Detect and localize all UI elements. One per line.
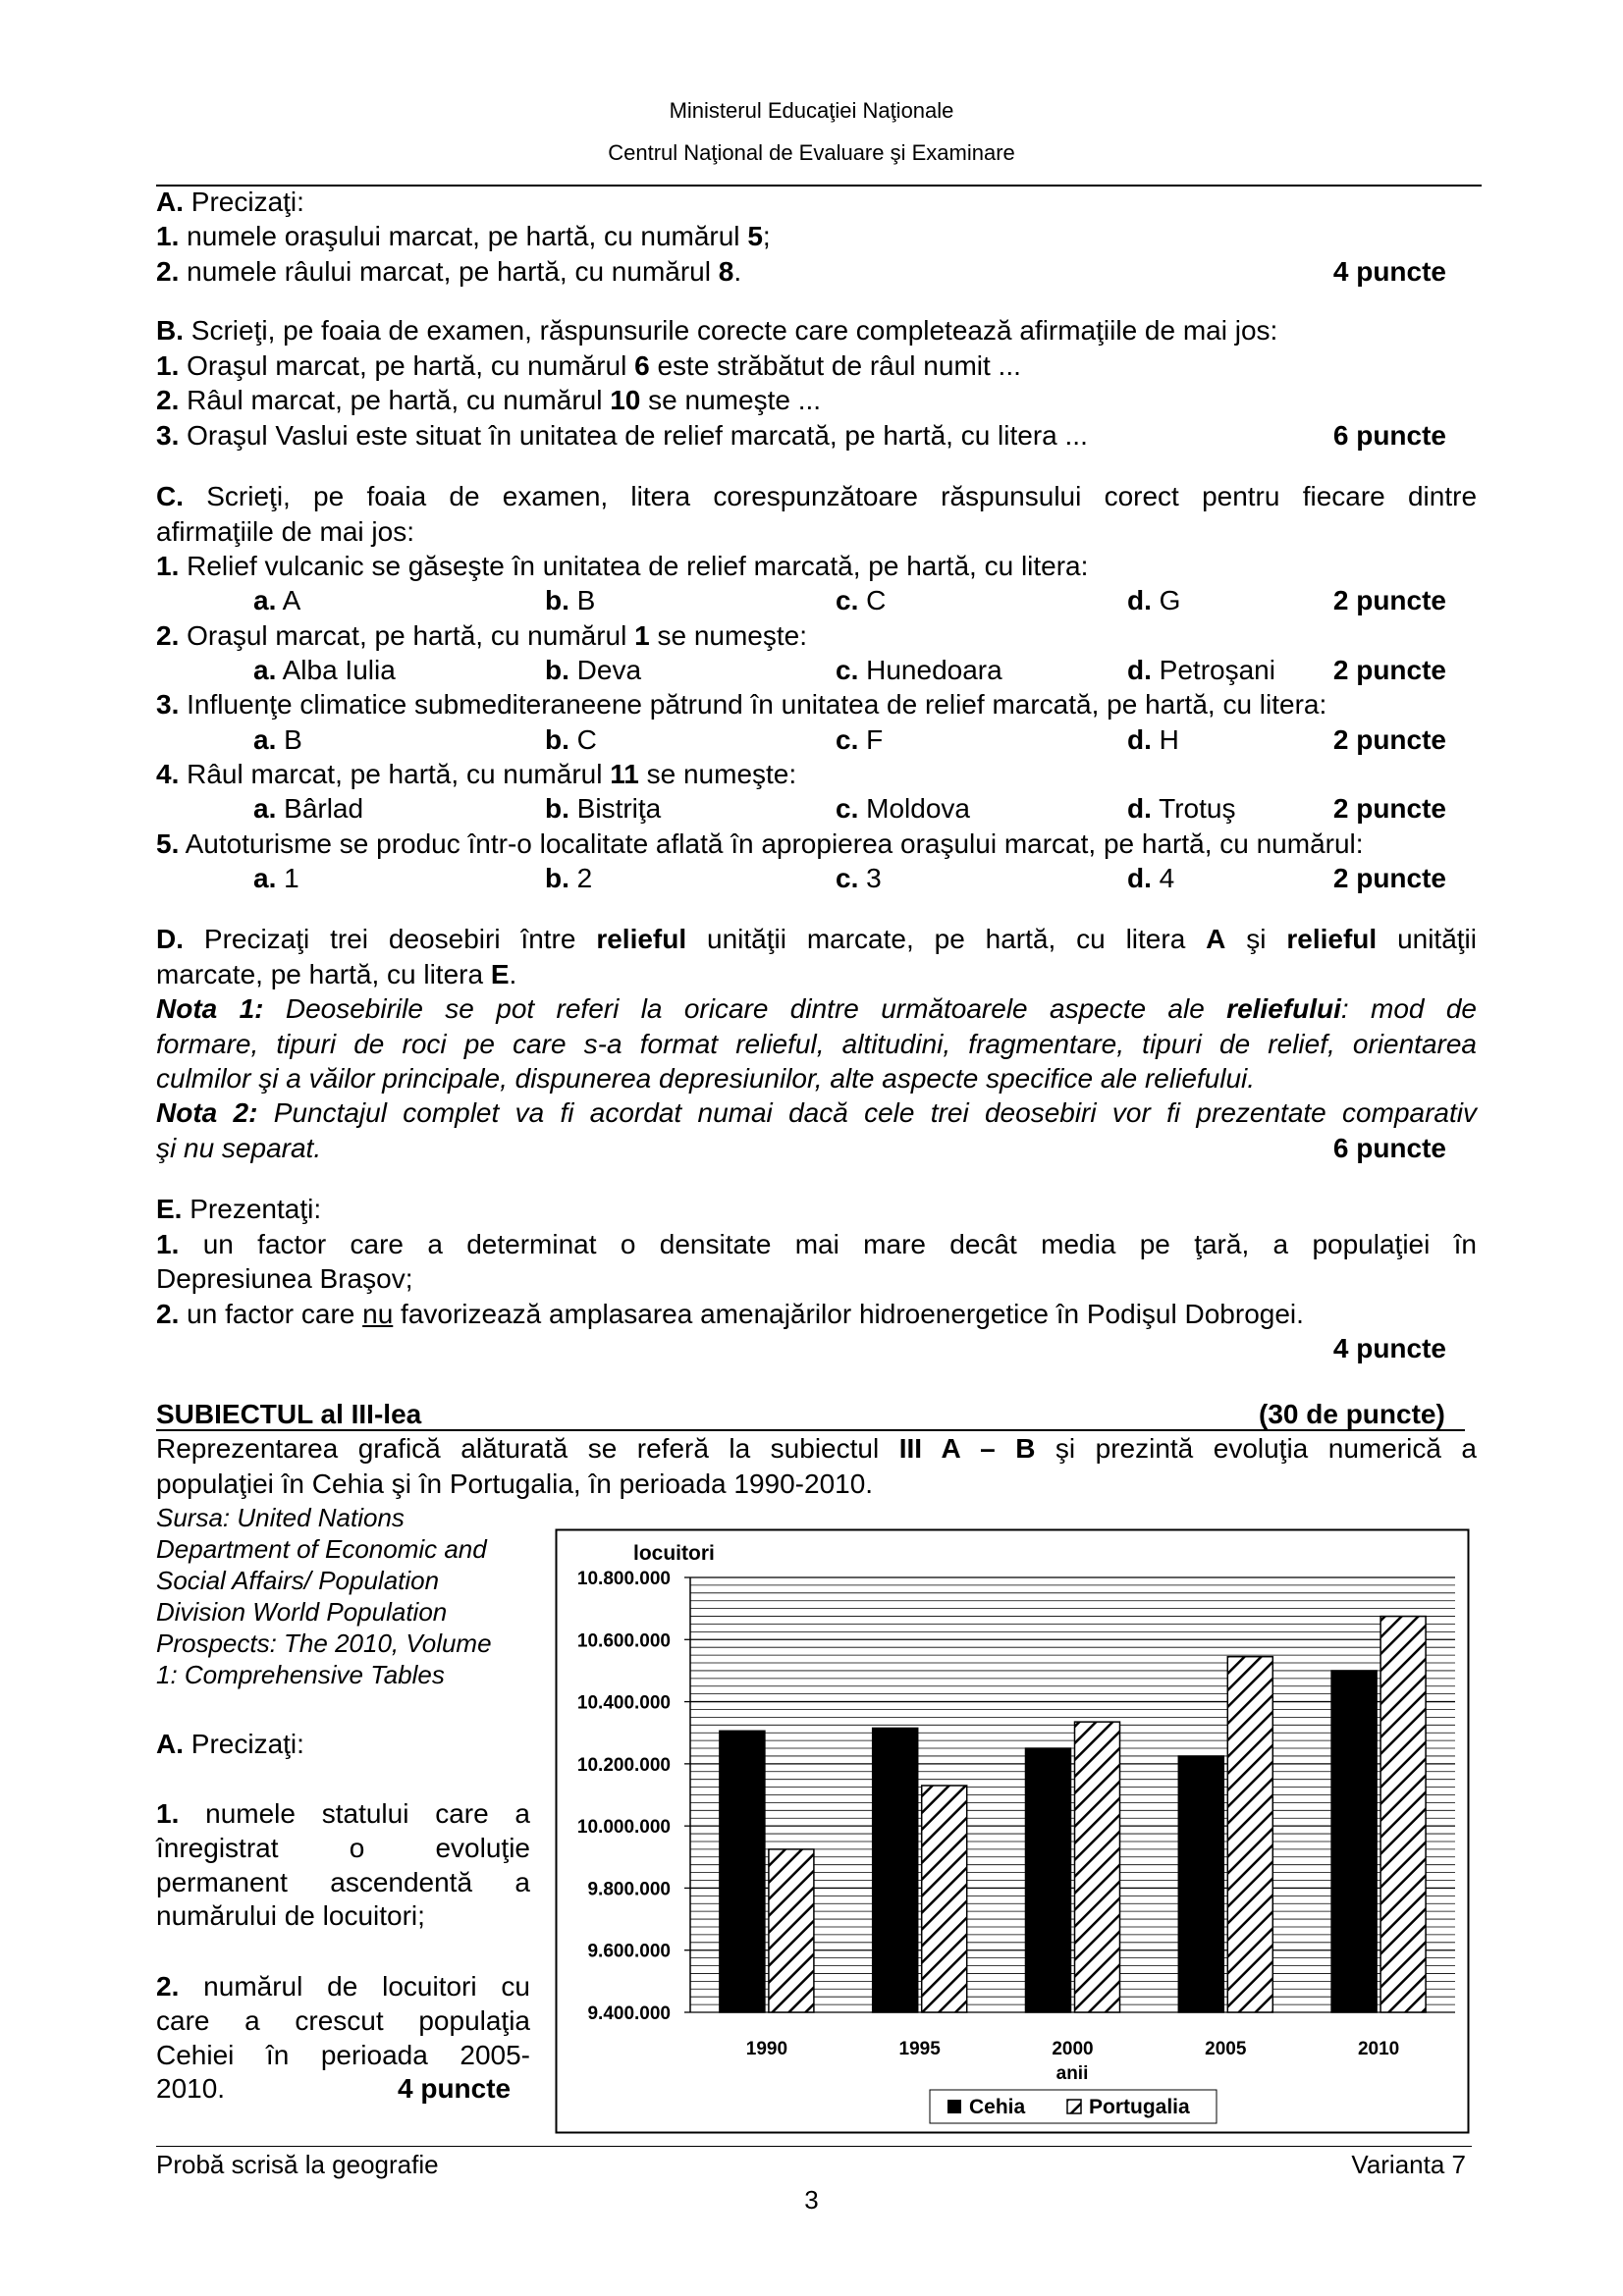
bar-cehia-1990 bbox=[720, 1731, 765, 2012]
sectionC-q5-points: 2 puncte bbox=[1332, 863, 1446, 893]
sectionB-intro: B. Scrieţi, pe foaia de examen, răspunsurile corecte care completează afirmaţiile de mai jos: bbox=[156, 315, 1278, 346]
footer-page-number: 3 bbox=[804, 2185, 819, 2215]
subject3-title: SUBIECTUL al III-lea bbox=[156, 1399, 422, 1429]
sectionC-q4-option-a: a. Bârlad bbox=[253, 793, 364, 824]
sectionC-q3-option-c: c. F bbox=[836, 724, 884, 755]
y-tick-label: 9.800.000 bbox=[587, 1879, 671, 1900]
sectionD-nota2-line1: Nota 2: Punctajul complet va fi acordat numai dacă cele trei deosebiri vor fi prezentate comparativ bbox=[156, 1097, 1477, 1128]
sectionC-intro-line2: afirmaţiile de mai jos: bbox=[156, 516, 414, 547]
subject3-intro-line2: populaţiei în Cehia şi în Portugalia, în perioada 1990-2010. bbox=[156, 1468, 874, 1499]
sectionC-q4-option-c: c. Moldova bbox=[836, 793, 970, 824]
source-line-2: Department of Economic and bbox=[156, 1534, 487, 1564]
sectionC-q1-option-c: c. C bbox=[836, 585, 887, 615]
sectionC-q1-option-b: b. B bbox=[545, 585, 596, 615]
y-tick-label: 9.400.000 bbox=[587, 2003, 671, 2024]
subject3-q2-last: 2010. bbox=[156, 2073, 226, 2104]
y-tick-label: 10.000.000 bbox=[576, 1817, 671, 1839]
subject3-q1-line1: 1. numele statului care a bbox=[156, 1798, 530, 1829]
legend-label-cehia: Cehia bbox=[969, 2096, 1026, 2118]
subject3-intro-line1: Reprezentarea grafică alăturată se referă la subiectul III A – B şi prezintă evoluţia numerică a bbox=[156, 1433, 1477, 1464]
sectionC-q5-option-b: b. 2 bbox=[545, 863, 593, 893]
sectionD-points: 6 puncte bbox=[1332, 1133, 1446, 1163]
sectionC-q4-points: 2 puncte bbox=[1332, 793, 1446, 824]
sectionC-q2: 2. Oraşul marcat, pe hartă, cu numărul 1 se numeşte: bbox=[156, 620, 808, 651]
sectionA-item-1: 1. numele oraşului marcat, pe hartă, cu numărul 5; bbox=[156, 221, 771, 251]
bar-cehia-2005 bbox=[1178, 1756, 1223, 2012]
chart-ylabel: locuitori bbox=[633, 1542, 715, 1565]
sectionA-intro: A. Precizaţi: bbox=[156, 187, 304, 217]
bar-cehia-2010 bbox=[1331, 1671, 1377, 2012]
sectionC-q4: 4. Râul marcat, pe hartă, cu numărul 11 se numeşte: bbox=[156, 759, 797, 789]
sectionC-q3: 3. Influenţe climatice submediteraneene pătrund în unitatea de relief marcată, pe hartă, cu litera: bbox=[156, 689, 1327, 720]
subject3-A-intro: A. Precizaţi: bbox=[156, 1729, 304, 1759]
sectionC-q1-option-a: a. A bbox=[253, 585, 301, 615]
subject3-points: 4 puncte bbox=[398, 2073, 512, 2104]
subject3-q1-line4: numărului de locuitori; bbox=[156, 1900, 425, 1931]
sectionA-item-2: 2. numele râului marcat, pe hartă, cu numărul 8. bbox=[156, 256, 742, 287]
sectionE-points: 4 puncte bbox=[1332, 1333, 1446, 1363]
chart-xlabel: anii bbox=[1055, 2063, 1089, 2084]
bar-portugalia-1995 bbox=[922, 1786, 967, 2012]
sectionB-item-1: 1. Oraşul marcat, pe hartă, cu numărul 6 este străbătut de râul numit ... bbox=[156, 350, 1021, 381]
sectionC-q5: 5. Autoturisme se produc într-o localitate aflată în apropierea oraşului marcat, pe hartă, cu numărul: bbox=[156, 828, 1364, 859]
bar-portugalia-2010 bbox=[1380, 1617, 1426, 2012]
subject3-total: (30 de puncte) bbox=[1259, 1399, 1445, 1429]
sectionC-q5-option-d: d. 4 bbox=[1127, 863, 1175, 893]
x-tick-label: 1990 bbox=[745, 2039, 788, 2059]
sectionC-q2-option-a: a. Alba Iulia bbox=[253, 655, 396, 685]
sectionD-nota1-line1: Nota 1: Deosebirile se pot referi la oricare dintre următoarele aspecte ale reliefului: mod de bbox=[156, 993, 1478, 1024]
sectionC-q4-option-b: b. Bistriţa bbox=[545, 793, 662, 824]
sectionC-intro-line1: C. Scrieţi, pe foaia de examen, litera corespunzătoare răspunsului corect pentru fiecare dintre bbox=[156, 481, 1478, 511]
sectionE-item1-line2: Depresiunea Braşov; bbox=[156, 1263, 413, 1294]
sectionC-q1-points: 2 puncte bbox=[1332, 585, 1446, 615]
legend-swatch-cehia bbox=[947, 2100, 961, 2113]
sectionC-q3-option-a: a. B bbox=[253, 724, 302, 755]
bar-portugalia-2000 bbox=[1075, 1722, 1120, 2012]
population-chart bbox=[555, 1528, 1470, 2134]
bar-cehia-2000 bbox=[1026, 1748, 1071, 2012]
bar-portugalia-2005 bbox=[1227, 1657, 1272, 2012]
y-tick-label: 10.800.000 bbox=[576, 1569, 671, 1589]
sectionC-q3-points: 2 puncte bbox=[1332, 724, 1446, 755]
sectionC-q2-option-c: c. Hunedoara bbox=[836, 655, 1002, 685]
sectionC-q3-option-b: b. C bbox=[545, 724, 597, 755]
y-tick-label: 9.600.000 bbox=[587, 1941, 671, 1962]
sectionC-q5-option-c: c. 3 bbox=[836, 863, 882, 893]
subject3-q2-line2: care a crescut populaţia bbox=[156, 2005, 530, 2036]
sectionA-points: 4 puncte bbox=[1332, 256, 1446, 287]
subject3-underline bbox=[156, 1429, 1465, 1431]
header-center: Centrul Naţional de Evaluare şi Examinare bbox=[608, 140, 1015, 165]
subject3-q2-line3: Cehiei în perioada 2005- bbox=[156, 2040, 530, 2070]
sectionC-q4-option-d: d. Trotuş bbox=[1127, 793, 1236, 824]
sectionB-points: 6 puncte bbox=[1332, 420, 1446, 451]
footer-right: Varianta 7 bbox=[1351, 2150, 1466, 2179]
sectionC-q2-option-d: d. Petroşani bbox=[1127, 655, 1275, 685]
sectionD-line1: D. Precizaţi trei deosebiri între relieful unităţii marcate, pe hartă, cu litera A şi relieful unităţii bbox=[156, 924, 1478, 954]
y-tick-label: 10.400.000 bbox=[576, 1692, 671, 1714]
bar-portugalia-1990 bbox=[769, 1849, 814, 2012]
header-rule bbox=[156, 185, 1482, 187]
bar-cehia-1995 bbox=[873, 1728, 918, 2012]
legend-swatch-portugalia bbox=[1067, 2100, 1081, 2113]
subject3-q2-line1: 2. numărul de locuitori cu bbox=[156, 1971, 530, 2002]
source-line-6: 1: Comprehensive Tables bbox=[156, 1660, 445, 1689]
sectionE-item2: 2. un factor care nu favorizează amplasarea amenajărilor hidroenergetice în Podişul Dobrogei. bbox=[156, 1299, 1304, 1329]
sectionD-nota2-line2: şi nu separat. bbox=[156, 1133, 322, 1163]
sectionB-item-3: 3. Oraşul Vaslui este situat în unitatea de relief marcată, pe hartă, cu litera ... bbox=[156, 420, 1088, 451]
y-tick-label: 10.600.000 bbox=[576, 1630, 671, 1652]
x-tick-label: 2005 bbox=[1205, 2039, 1247, 2059]
header-ministry: Ministerul Educaţiei Naţionale bbox=[669, 98, 954, 123]
sectionD-nota1-line2: formare, tipuri de roci pe care s-a format relieful, altitudini, fragmentare, tipuri de relief, orientarea bbox=[156, 1029, 1477, 1059]
x-tick-label: 2010 bbox=[1357, 2039, 1400, 2059]
sectionC-q2-option-b: b. Deva bbox=[545, 655, 642, 685]
x-tick-label: 1995 bbox=[898, 2039, 941, 2059]
source-line-3: Social Affairs/ Population bbox=[156, 1566, 440, 1595]
sectionC-q2-points: 2 puncte bbox=[1332, 655, 1446, 685]
source-line-1: Sursa: United Nations bbox=[156, 1503, 405, 1532]
source-line-5: Prospects: The 2010, Volume bbox=[156, 1629, 492, 1658]
footer-rule bbox=[156, 2146, 1472, 2147]
sectionE-intro: E. Prezentaţi: bbox=[156, 1194, 322, 1224]
sectionC-q5-option-a: a. 1 bbox=[253, 863, 299, 893]
sectionD-line2: marcate, pe hartă, cu litera E. bbox=[156, 959, 517, 989]
sectionB-item-2: 2. Râul marcat, pe hartă, cu numărul 10 se numeşte ... bbox=[156, 385, 822, 415]
source-line-4: Division World Population bbox=[156, 1597, 448, 1627]
legend-label-portugalia: Portugalia bbox=[1089, 2096, 1190, 2118]
sectionE-item1-line1: 1. un factor care a determinat o densitate mai mare decât media pe ţară, a populaţiei în bbox=[156, 1229, 1478, 1259]
sectionC-q1-option-d: d. G bbox=[1127, 585, 1181, 615]
subject3-q1-line3: permanent ascendentă a bbox=[156, 1867, 530, 1897]
y-tick-label: 10.200.000 bbox=[576, 1754, 671, 1776]
x-tick-label: 2000 bbox=[1052, 2039, 1094, 2059]
subject3-q1-line2: înregistrat o evoluţie bbox=[156, 1833, 530, 1863]
sectionC-q1: 1. Relief vulcanic se găseşte în unitatea de relief marcată, pe hartă, cu litera: bbox=[156, 551, 1089, 581]
sectionD-nota1-line3: culmilor şi a văilor principale, dispunerea depresiunilor, alte aspecte specifice ale reliefului. bbox=[156, 1063, 1256, 1094]
sectionC-q3-option-d: d. H bbox=[1127, 724, 1179, 755]
chart-legend bbox=[930, 2090, 1217, 2123]
footer-left: Probă scrisă la geografie bbox=[156, 2150, 439, 2179]
